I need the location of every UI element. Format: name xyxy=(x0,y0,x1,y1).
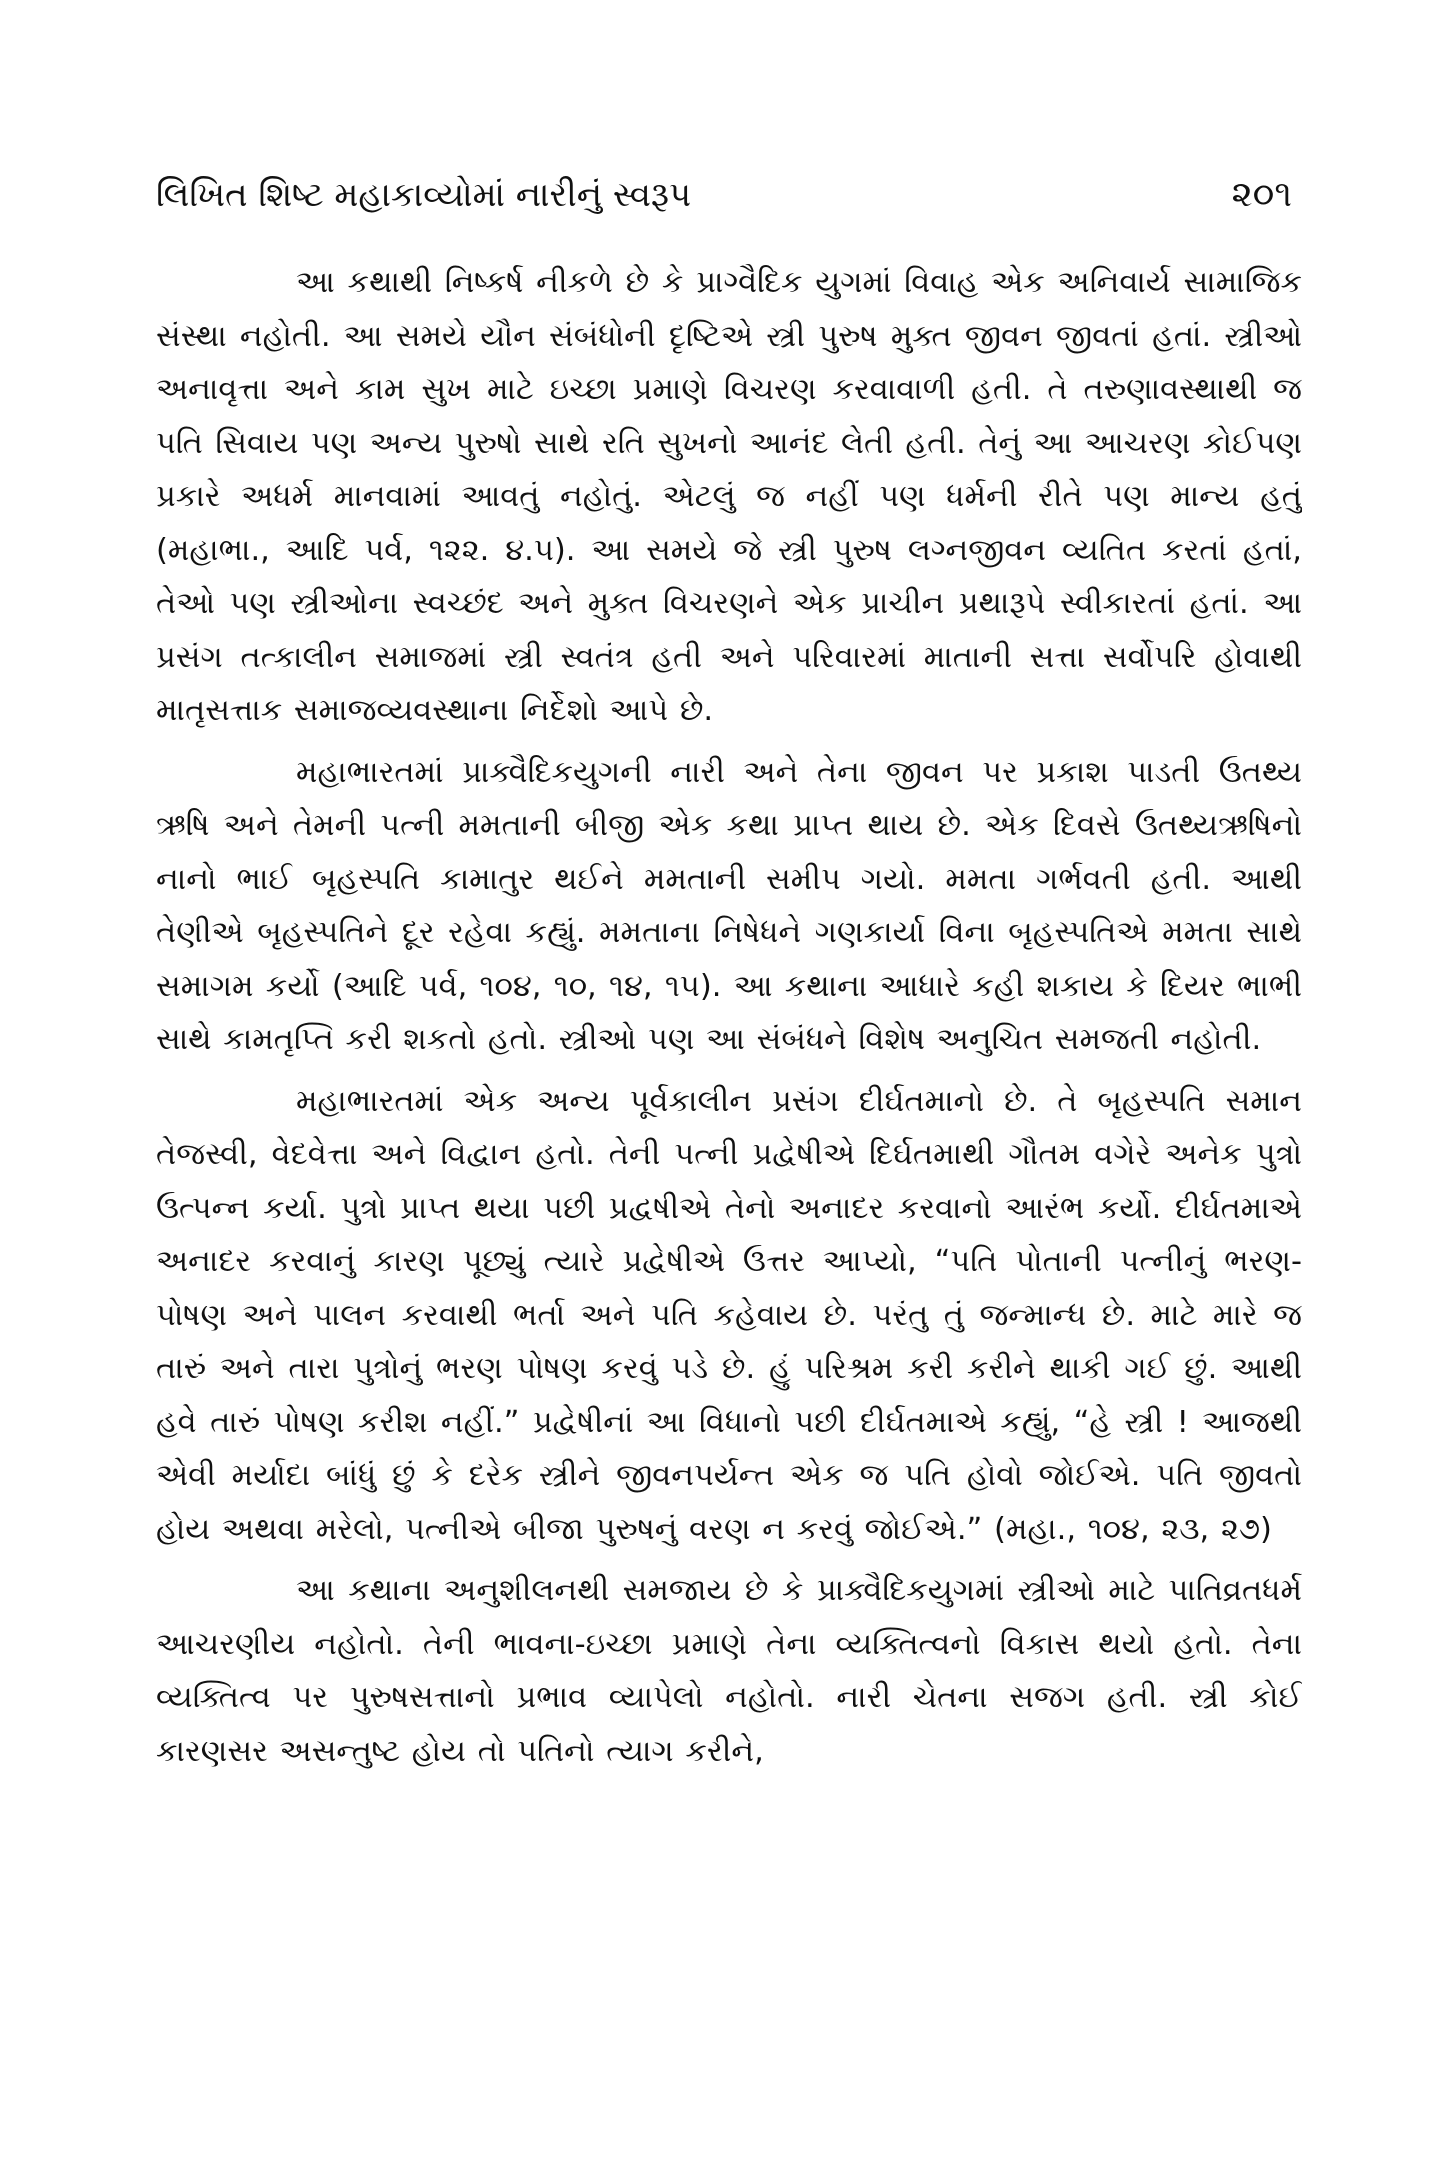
paragraph-3: મહાભારતમાં એક અન્ય પૂર્વકાલીન પ્રસંગ દીર્ઘતમાનો છે. તે બૃહસ્પતિ સમાન તેજસ્વી, વેદવેત્તા અને વિદ્વાન હતો. તેની પત્ની પ્રદ્વેષીએ દિર્ઘતમાથી ગૌતમ વગેરે અનેક પુત્રો ઉત્પન્ન કર્યા. પુત્રો પ્રાપ્ત થયા પછી પ્રદ્વષીએ તેનો અનાદર કરવાનો આરંભ કર્યો. દીર્ઘતમાએ અનાદર કરવાનું કારણ પૂછ્યું ત્યારે પ્રદ્વેષીએ ઉત્તર આપ્યો, “પતિ પોતાની પત્નીનું ભરણ-પોષણ અને પાલન કરવાથી ભર્તા અને પતિ કહેવાય છે. પરંતુ તું જન્માન્ધ છે. માટે મારે જ તારું અને તારા પુત્રોનું ભરણ પોષણ કરવું પડે છે. હું પરિશ્રમ કરી કરીને થાકી ગઈ છું. આથી હવે તારું પોષણ કરીશ નહીં.” પ્રદ્વેષીનાં આ વિધાનો પછી દીર્ઘતમાએ કહ્યું, “હે સ્ત્રી ! આજથી એવી મર્યાદા બાંધું છું કે દરેક સ્ત્રીને જીવનપર્યન્ત એક જ પતિ હોવો જોઈએ. પતિ જીવતો હોય અથવા મરેલો, પત્નીએ બીજા પુરુષનું વરણ ન કરવું જોઈએ.” (મહા., ૧૦૪, ૨૩, ૨૭) xyxy=(156,1083,1302,1547)
paragraph-1: આ કથાથી નિષ્કર્ષ નીકળે છે કે પ્રાગ્વૈદિક યુગમાં વિવાહ એક અનિવાર્ય સામાજિક સંસ્થા નહોતી. આ સમયે યૌન સંબંધોની દૃષ્ટિએ સ્ત્રી પુરુષ મુક્ત જીવન જીવતાં હતાં. સ્ત્રીઓ અનાવૃત્તા અને કામ સુખ માટે ઇચ્છા પ્રમાણે વિચરણ કરવાવાળી હતી. તે તરુણાવસ્થાથી જ પતિ સિવાય પણ અન્ય પુરુષો સાથે રતિ સુખનો આનંદ લેતી હતી. તેનું આ આચરણ કોઈપણ પ્રકારે અધર્મ માનવામાં આવતું નહોતું. એટલું જ નહીં પણ ધર્મની રીતે પણ માન્ય હતું (મહાભા., આદિ પર્વ, ૧૨૨. ૪.૫). આ સમયે જે સ્ત્રી પુરુષ લગ્નજીવન વ્યતિત કરતાં હતાં, તેઓ પણ સ્ત્રીઓના સ્વચ્છંદ અને મુક્ત વિચરણને એક પ્રાચીન પ્રથારૂપે સ્વીકારતાં હતાં. આ પ્રસંગ તત્કાલીન સમાજમાં સ્ત્રી સ્વતંત્ર હતી અને પરિવારમાં માતાની સત્તા સર્વોપરિ હોવાથી માતૃસત્તાક સમાજવ્યવસ્થાના નિર્દેશો આપે છે. xyxy=(156,265,1302,728)
running-header xyxy=(156,170,1302,220)
paragraph-4: આ કથાના અનુશીલનથી સમજાય છે કે પ્રાક્વૈદિકયુગમાં સ્ત્રીઓ માટે પાતિવ્રતધર્મ આચરણીય નહોતો. તેની ભાવના-ઇચ્છા પ્રમાણે તેના વ્યક્તિત્વનો વિકાસ થયો હતો. તેના વ્યક્તિત્વ પર પુરુષસત્તાનો પ્રભાવ વ્યાપેલો નહોતો. નારી ચેતના સજગ હતી. સ્ત્રી કોઈ કારણસર અસન્તુષ્ટ હોય તો પતિનો ત્યાગ કરીને, xyxy=(156,1573,1302,1769)
chapter-title: લિખિત શિષ્ટ મહાકાવ્યોમાં નારીનું સ્વરૂપ xyxy=(156,175,692,215)
book-page xyxy=(156,170,1302,2090)
paragraph-2: મહાભારતમાં પ્રાક્વૈદિકયુગની નારી અને તેના જીવન પર પ્રકાશ પાડતી ઉતથ્ય ઋષિ અને તેમની પત્ની મમતાની બીજી એક કથા પ્રાપ્ત થાય છે. એક દિવસે ઉતથ્યઋષિનો નાનો ભાઈ બૃહસ્પતિ કામાતુર થઈને મમતાની સમીપ ગયો. મમતા ગર્ભવતી હતી. આથી તેણીએ બૃહસ્પતિને દૂર રહેવા કહ્યું. મમતાના નિષેધને ગણકાર્યા વિના બૃહસ્પતિએ મમતા સાથે સમાગમ કર્યો (આદિ પર્વ, ૧૦૪, ૧૦, ૧૪, ૧૫). આ કથાના આધારે કહી શકાય કે દિયર ભાભી સાથે કામતૃપ્તિ કરી શકતો હતો. સ્ત્રીઓ પણ આ સંબંધને વિશેષ અનુચિત સમજતી નહોતી. xyxy=(156,754,1302,1057)
page-number: ૨૦૧ xyxy=(1231,174,1292,215)
body-text xyxy=(156,256,1302,1778)
